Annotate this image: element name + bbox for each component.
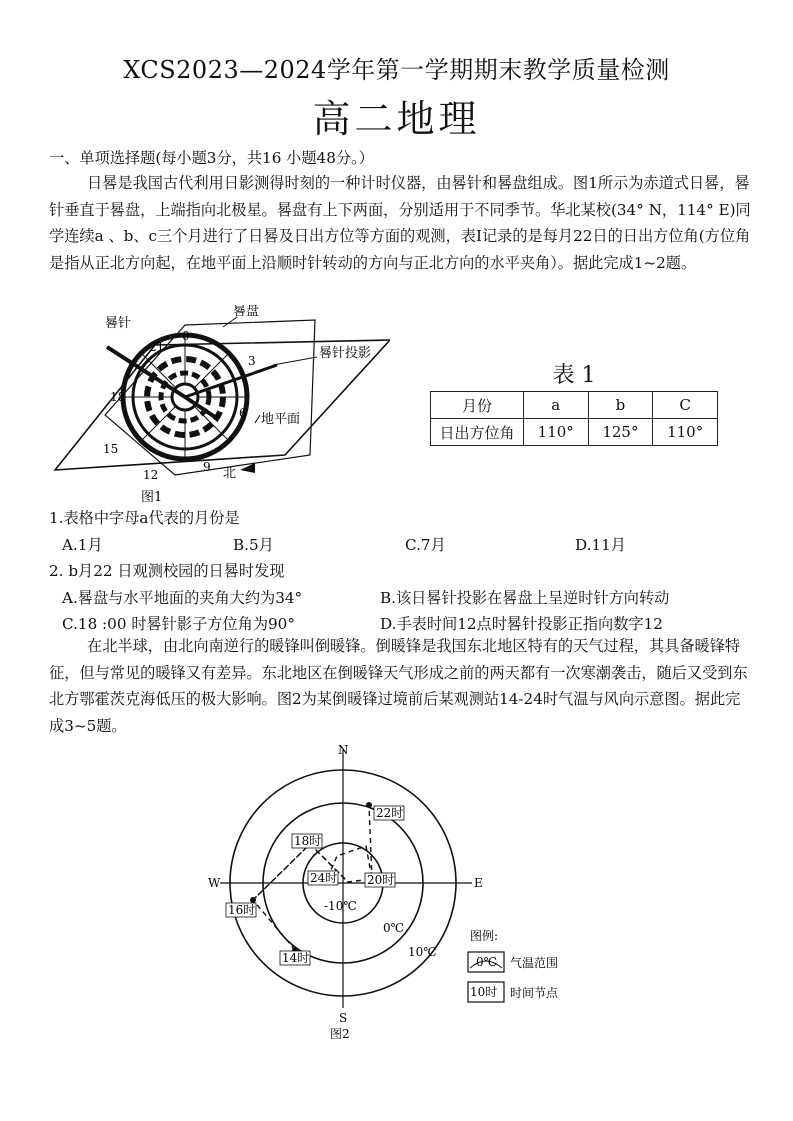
hour-number-15: 15 [103, 442, 119, 456]
time-label-22: 22时 [376, 806, 404, 820]
shadow-label: 晷针投影 [319, 346, 372, 361]
section-header: 一、单项选择题(每小题3分，共16 小题48分。） [49, 149, 374, 167]
compass-s: S [339, 1011, 348, 1025]
table-cell: 125° [588, 419, 653, 446]
wind-path [253, 844, 372, 950]
table-1 [430, 391, 718, 446]
time-label-24: 24时 [310, 871, 338, 885]
figure-2-diagram [200, 740, 600, 1045]
gnomon-label: 晷针 [105, 316, 132, 331]
passage-2: 在北半球，由北向南逆行的暖锋叫倒暖锋。倒暖锋是我国东北地区特有的天气过程，其具备暖锋特征，但与常见的暖锋又有差异。东北地区在倒暖锋天气形成之前的两天都有一次寒潮袭击，随后又受到东北方鄂霍茨克海低压的极大影响。图2为某倒暖锋过境前后某观测站14-24时气温与风向示意图。据此完成3~5题。 [49, 637, 748, 735]
hour-number-3: 3 [248, 354, 256, 368]
table-cell: 月份 [431, 392, 524, 419]
legend-time-sample: 10时 [470, 985, 498, 999]
question-1-option-d: D.11月 [575, 536, 626, 554]
figure-1-caption: 图1 [141, 490, 163, 505]
hour-number-21: 21 [149, 340, 165, 354]
figure-2-caption: 图2 [330, 1027, 350, 1041]
figure-1-sundial [45, 305, 390, 505]
isotherm-label-10: 10℃ [408, 945, 437, 959]
table-row [431, 419, 718, 446]
legend-time-label: 时间节点 [510, 986, 559, 1000]
question-2-stem: 2. b月22 日观测校园的日晷时发现 [49, 562, 285, 580]
hour-number-18: 18 [110, 390, 126, 404]
compass-n: N [338, 743, 349, 757]
table-1-title: 表 1 [552, 363, 596, 388]
question-2-option-d: D.手表时间12点时晷针投影正指向数字12 [380, 615, 663, 633]
table-cell: 110° [523, 419, 588, 446]
legend-title: 图例: [470, 929, 499, 943]
time-label-18: 18时 [294, 834, 322, 848]
time-label-14: 14时 [282, 951, 310, 965]
table-row [431, 392, 718, 419]
subject-title: 高二地理 [312, 97, 481, 141]
time-label-20: 20时 [367, 873, 395, 887]
table-cell: C [653, 392, 718, 419]
node-22 [366, 802, 372, 808]
compass-e: E [474, 876, 483, 890]
question-2-option-b: B.该日晷针投影在晷盘上呈逆时针方向转动 [380, 589, 670, 607]
horizon-label: 地平面 [261, 412, 301, 427]
passage-1: 日晷是我国古代利用日影测得时刻的一种计时仪器，由晷针和晷盘组成。图1所示为赤道式日晷，晷针垂直于晷盘，上端指向北极星。晷盘有上下两面，分别适用于不同季节。华北某校(34° N，114° E)同学连续a 、b、c三个月进行了日晷及日出方位等方面的观测，表Ⅰ记录的是每月22日的日出方位角(方位角是指从正北方向起，在地平面上沿顺时针转动的方向与正北方向的水平夹角）。据此完成1~2题。 [49, 174, 751, 272]
time-label-16: 16时 [228, 903, 256, 917]
compass-w: W [208, 876, 221, 890]
legend-temp-label: 气温范围 [510, 956, 559, 970]
question-1-option-c: C.7月 [405, 536, 446, 554]
hour-number-0: 0 [182, 329, 190, 343]
isotherm-label-0: 0℃ [383, 921, 405, 935]
hour-number-12: 12 [143, 468, 159, 482]
table-cell: b [588, 392, 653, 419]
question-1-option-b: B.5月 [233, 536, 274, 554]
question-1-option-a: A.1月 [62, 536, 103, 554]
question-1-stem: 1.表格中字母a代表的月份是 [49, 509, 240, 527]
table-cell: a [523, 392, 588, 419]
exam-title: XCS2023—2024学年第一学期期末教学质量检测 [123, 56, 670, 84]
isotherm-label-minus-10: -10℃ [324, 899, 357, 913]
hour-number-9: 9 [203, 460, 211, 474]
question-2-option-c: C.18 :00 时晷针影子方位角为90° [62, 615, 295, 633]
dial-label: 晷盘 [233, 305, 260, 319]
north-label: 北 [223, 466, 237, 481]
question-2-option-a: A.晷盘与水平地面的夹角大约为34° [62, 589, 303, 607]
table-cell: 110° [653, 419, 718, 446]
hour-number-6: 6 [239, 406, 247, 420]
legend-temp-sample: 0℃ [476, 955, 498, 969]
table-cell: 日出方位角 [431, 419, 524, 446]
